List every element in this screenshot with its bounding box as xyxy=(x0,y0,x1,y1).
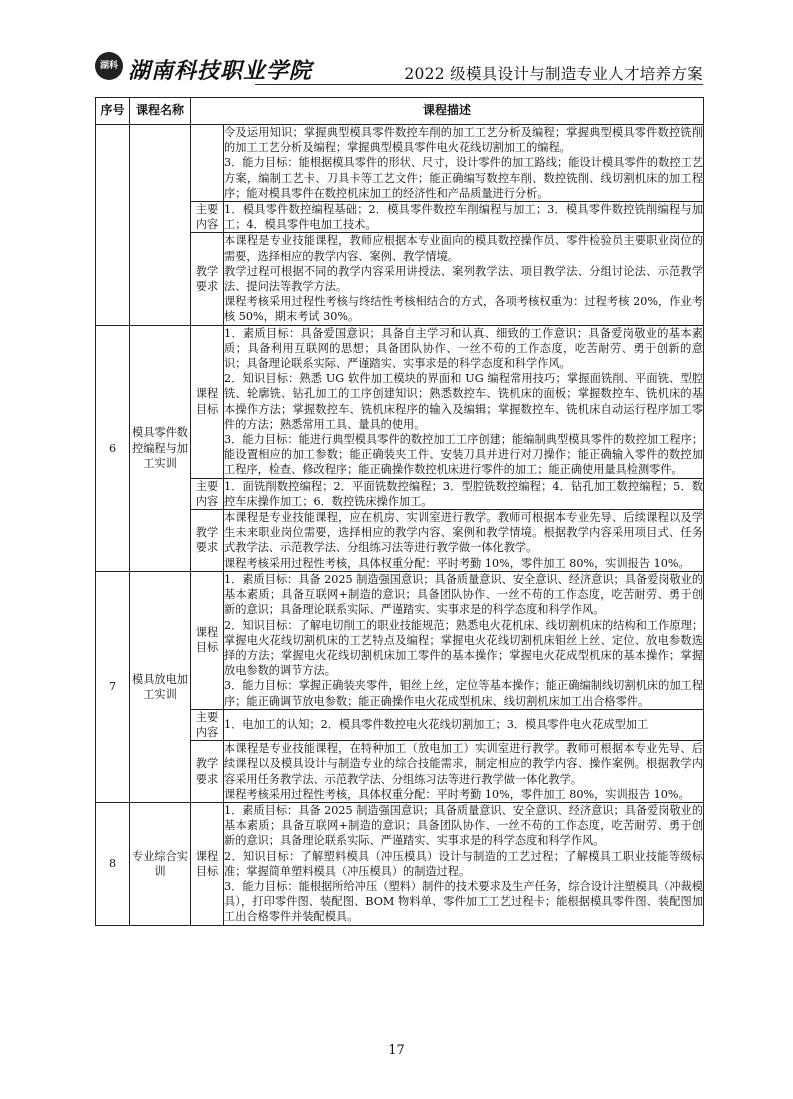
table-row xyxy=(96,125,704,202)
table-row xyxy=(96,571,704,709)
desc-line: 本课程是专业技能课程，应在机房、实训室进行教学。教师可根据本专业先导、后续课程以及学生未来职业岗位需要，选择相应的教学内容、案例和教学情境。根据教学内容采用项目式、任务式教学法、示范教学法、分组练习法等进行教学做一体化教学。 xyxy=(224,511,704,555)
section-label: 主要内容 xyxy=(191,709,224,740)
desc-line: 1．素质目标：具备 2025 制造强国意识；具备质量意识、安全意识、经济意识；具备爱岗敬业的基本素质；具备互联网+制造的意识；具备团队协作、一丝不苟的工作态度，吃苦耐劳、勇于创新的意识；具备理论联系实际、严谨踏实、实事求是的科学态度和科学作风。 xyxy=(224,572,704,617)
desc-line: 3．能力目标：能根据模具零件的形状、尺寸，设计零件的加工路线；能设计模具零件的数控工艺方案，编制工艺卡、刀具卡等工艺文件；能正确编写数控车削、数控铣削、线切割机床的加工程序；能对模具零件在数控机床加工的经济性和产品质量进行分析。 xyxy=(224,156,704,200)
section-description xyxy=(224,125,704,202)
section-label: 课程目标 xyxy=(191,325,224,478)
desc-line: 课程考核采用过程性考核，具体权重分配：平时考勤 10%，零件加工 80%，实训报告 10%。 xyxy=(224,556,690,570)
desc-line: 1．电加工的认知；2．模具零件数控电火花线切割加工；3．模具零件电火花成型加工 xyxy=(224,718,649,732)
row-course-name: 专业综合实训 xyxy=(130,802,191,925)
section-description xyxy=(224,233,704,325)
page-header xyxy=(95,46,703,86)
desc-line: 令及运用知识；掌握典型模具零件数控车削的加工工艺分析及编程；掌握典型模具零件数控铣削的加工工艺分析及编程；掌握典型模具零件电火花线切割加工的编程。 xyxy=(224,126,704,155)
row-course-name: 模具零件数控编程与加工实训 xyxy=(130,325,191,571)
header-course-name: 课程名称 xyxy=(130,98,191,125)
section-description xyxy=(224,510,704,572)
section-label: 教学要求 xyxy=(191,510,224,572)
desc-line: 课程考核采用过程性考核，具体权重分配：平时考勤 10%，零件加工 80%，实训报告 10%。 xyxy=(224,787,690,801)
desc-line: 1．模具零件数控编程基础；2．模具零件数控车削编程与加工；3．模具零件数控铣削编程与加工；4．模具零件电加工技术。 xyxy=(224,203,704,232)
section-description xyxy=(224,802,704,925)
desc-line: 3．能力目标：能进行典型模具零件的数控加工工序创建；能编制典型模具零件的数控加工程序；能设置相应的加工参数；能正确装夹工件、安装刀具并进行对刀操作；能正确输入零件的数控加工程序，检查、修改程序；能正确操作数控机床进行零件的加工；能正确使用量具检测零件。 xyxy=(224,433,704,477)
section-description xyxy=(224,709,704,740)
desc-line: 1．素质目标：具备 2025 制造强国意识；具备质量意识、安全意识、经济意识；具备爱岗敬业的基本素质；具备互联网+制造的意识；具备团队协作、一丝不苟的工作态度，吃苦耐劳、勇于创新的意识；具备理论联系实际、严谨踏实、实事求是的科学态度和科学作风。 xyxy=(224,803,704,848)
section-description xyxy=(224,478,704,509)
desc-line: 1．素质目标：具备爱国意识；具备自主学习和认真、细致的工作意识；具备爱岗敬业的基本素质；具备利用互联网的思想；具备团队协作、一丝不苟的工作态度，吃苦耐劳、勇于创新的意识；具备理论联系实际、严谨踏实、实事求是的科学态度和科学作风。 xyxy=(224,326,704,371)
row-course-name xyxy=(130,125,191,326)
desc-line: 2．知识目标：了解电切削工的职业技能规范；熟悉电火花机床、线切割机床的结构和工作原理；掌握电火花线切割机床的工艺特点及编程；掌握电火花线切割机床钼丝上丝、定位、放电参数选择的方法；掌握电火花线切割机床加工零件的基本操作；掌握电火花成型机床的基本操作；掌握放电参数的调节方法。 xyxy=(224,618,704,678)
section-label: 主要内容 xyxy=(191,202,224,233)
document-title: 2022 级模具设计与制造专业人才培养方案 xyxy=(404,65,703,83)
college-seal-icon: 湖科 xyxy=(95,52,123,80)
header-rule xyxy=(255,84,703,85)
section-label: 课程目标 xyxy=(191,571,224,709)
college-logo-text: 湖南科技职业学院 xyxy=(128,58,313,84)
header-no: 序号 xyxy=(96,98,130,125)
row-number xyxy=(96,125,130,326)
row-number: 7 xyxy=(96,571,130,802)
table-row xyxy=(96,325,704,478)
row-number: 8 xyxy=(96,802,130,925)
table-header-row xyxy=(96,98,704,125)
section-label: 课程目标 xyxy=(191,802,224,925)
row-course-name: 模具放电加工实训 xyxy=(130,571,191,802)
desc-line: 课程考核采用过程性考核与终结性考核相结合的方式，各项考核权重为：过程考核 20%，作业考核 50%，期末考试 30%。 xyxy=(224,295,704,324)
desc-line: 3．能力目标：掌握正确装夹零件，钼丝上丝，定位等基本操作；能正确编制线切割机床的加工程序；能正确调节放电参数；能正确操作电火花成型机床、线切割机床加工出合格零件。 xyxy=(224,679,704,708)
row-number: 6 xyxy=(96,325,130,571)
desc-line: 本课程是专业技能课程，在特种加工（放电加工）实训室进行教学。教师可根据本专业先导、后续课程以及模具设计与制造专业的综合技能需求，制定相应的教学内容、操作案例。根据教学内容采用任务教学法、示范教学法、分组练习法等进行教学做一体化教学。 xyxy=(224,742,704,786)
desc-line: 本课程是专业技能课程，教师应根据本专业面向的模具数控操作员、零件检验员主要职业岗位的需要，选择相应的教学内容、案例、教学情境。 xyxy=(224,234,704,263)
section-label xyxy=(191,125,224,202)
page-number: 17 xyxy=(388,1043,405,1058)
section-label: 教学要求 xyxy=(191,233,224,325)
desc-line: 3．能力目标：能根据所给冲压（塑料）制件的技术要求及生产任务，综合设计注塑模具（冲裁模具），打印零件图、装配图、BOM 物料单、零件加工工艺过程卡；能根据模具零件图、装配图加工出合格零件并装配模具。 xyxy=(224,879,704,924)
desc-line: 2．知识目标：熟悉 UG 软件加工模块的界面和 UG 编程常用技巧；掌握面铣削、平面铣、型腔铣、轮廓铣、钻孔加工的工序创建知识；熟悉数控车、铣机床的面板；掌握数控车、铣机床的基本操作方法；掌握数控车、铣机床程序的输入及编辑；掌握数控车、铣机床自动运行程序加工零件的方法；熟悉常用工具、量具的使用。 xyxy=(224,372,704,431)
desc-line: 2．知识目标：了解塑料模具（冲压模具）设计与制造的工艺过程；了解模具工职业技能等级标准；掌握简单塑料模具（冲压模具）的制造过程。 xyxy=(224,849,704,878)
section-description xyxy=(224,325,704,478)
section-label: 主要内容 xyxy=(191,478,224,509)
desc-line: 教学过程可根据不同的教学内容采用讲授法、案列教学法、项目教学法、分组讨论法、示范教学法、提问法等教学方法。 xyxy=(224,264,704,294)
table-row xyxy=(96,802,704,925)
section-description xyxy=(224,571,704,709)
header-course-description: 课程描述 xyxy=(191,98,704,125)
section-label: 教学要求 xyxy=(191,741,224,803)
section-description xyxy=(224,202,704,233)
section-description xyxy=(224,741,704,803)
course-table xyxy=(95,97,704,926)
desc-line: 1．面铣削数控编程；2．平面铣数控编程；3．型腔铣数控编程；4．钻孔加工数控编程；5．数控车床操作加工；6．数控铣床操作加工。 xyxy=(224,479,704,508)
